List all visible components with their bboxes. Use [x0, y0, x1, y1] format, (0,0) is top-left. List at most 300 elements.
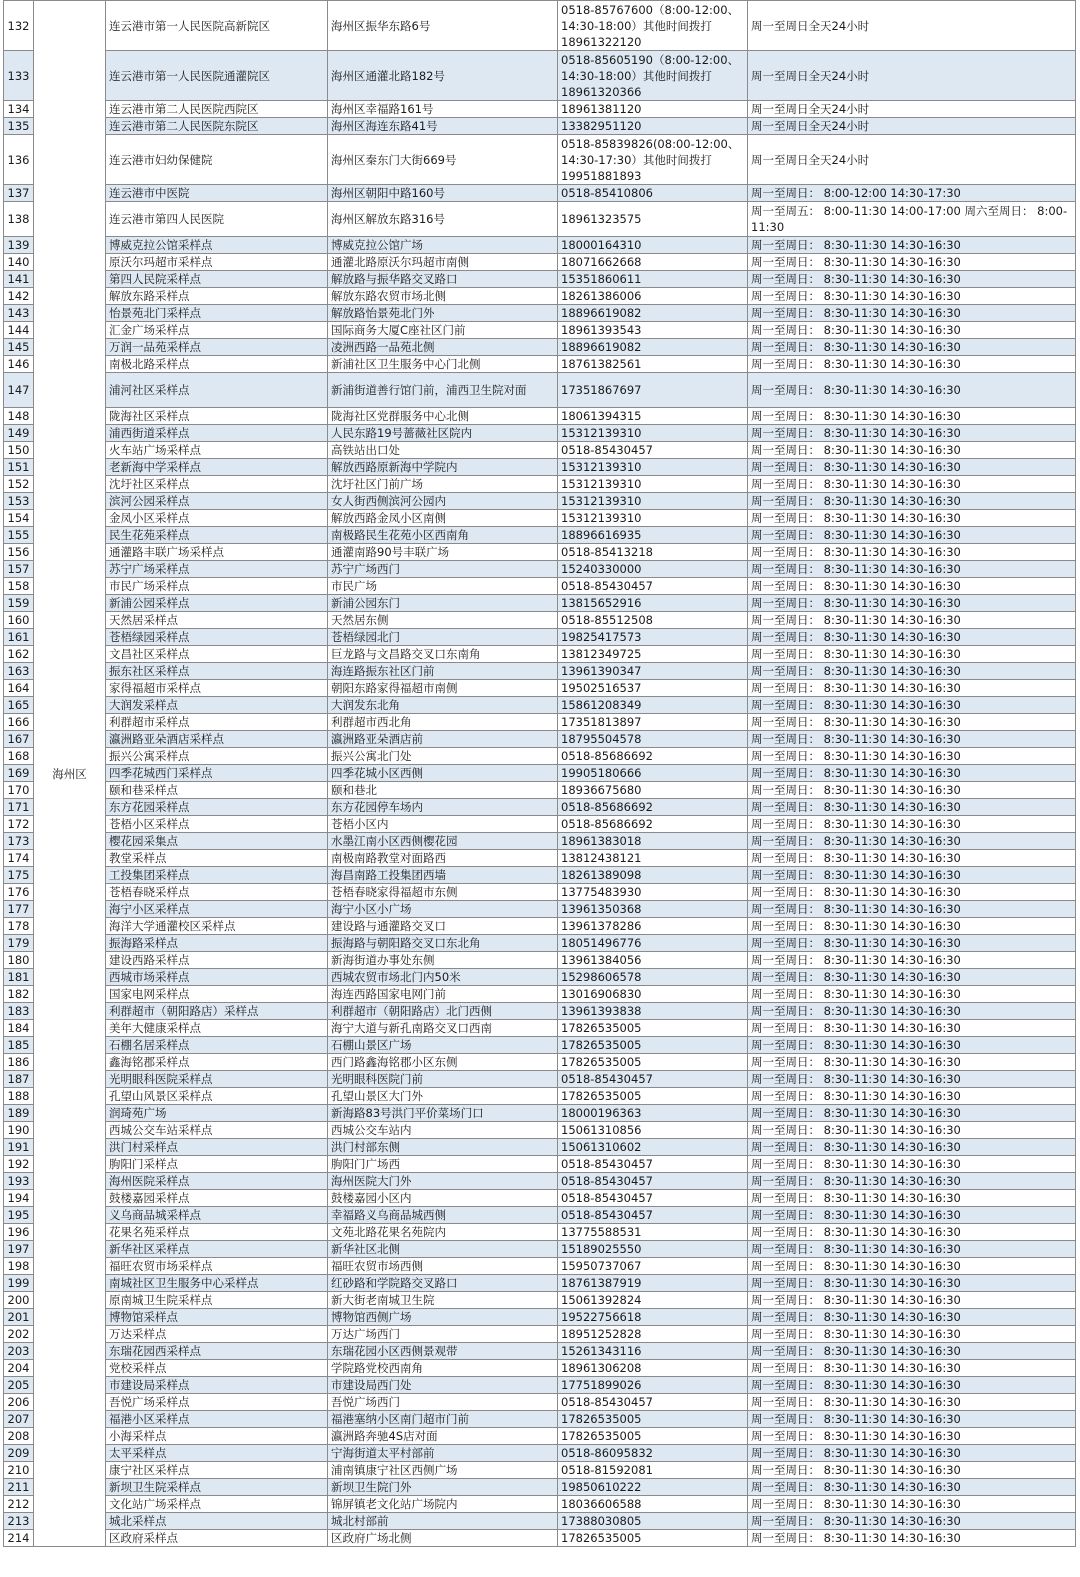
site-phone: 17826535005	[558, 1428, 748, 1445]
site-name: 第四人民院采样点	[106, 271, 328, 288]
table-row	[4, 1054, 1076, 1071]
site-name: 连云港市第二人民医院西院区	[106, 101, 328, 118]
site-address: 通灌南路90号丰联广场	[328, 544, 558, 561]
site-hours: 周一至周日： 8:30-11:30 14:30-16:30	[748, 1394, 1076, 1411]
table-row	[4, 1326, 1076, 1343]
row-number: 133	[4, 51, 34, 101]
site-hours: 周一至周日： 8:30-11:30 14:30-16:30	[748, 254, 1076, 271]
row-number: 185	[4, 1037, 34, 1054]
site-hours: 周一至周日： 8:30-11:30 14:30-16:30	[748, 1530, 1076, 1547]
site-address: 红砂路和学院路交叉路口	[328, 1275, 558, 1292]
site-hours: 周一至周日： 8:30-11:30 14:30-16:30	[748, 697, 1076, 714]
row-number: 176	[4, 884, 34, 901]
site-name: 美年大健康采样点	[106, 1020, 328, 1037]
table-row	[4, 202, 1076, 237]
site-hours: 周一至周日： 8:30-11:30 14:30-16:30	[748, 1139, 1076, 1156]
site-name: 南城社区卫生服务中心采样点	[106, 1275, 328, 1292]
site-address: 新浦公园东门	[328, 595, 558, 612]
site-address: 浦南镇康宁社区西侧广场	[328, 1462, 558, 1479]
site-name: 义乌商品城采样点	[106, 1207, 328, 1224]
table-row	[4, 629, 1076, 646]
site-hours: 周一至周日全天24小时	[748, 51, 1076, 101]
site-phone: 17351867697	[558, 373, 748, 408]
row-number: 158	[4, 578, 34, 595]
site-hours: 周一至周日： 8:30-11:30 14:30-16:30	[748, 799, 1076, 816]
table-row	[4, 118, 1076, 135]
row-number: 213	[4, 1513, 34, 1530]
table-row	[4, 1343, 1076, 1360]
site-address: 新浦街道善行馆门前，浦西卫生院对面	[328, 373, 558, 408]
site-phone: 15312139310	[558, 510, 748, 527]
row-number: 160	[4, 612, 34, 629]
site-hours: 周一至周日： 8:30-11:30 14:30-16:30	[748, 646, 1076, 663]
site-hours: 周一至周日： 8:30-11:30 14:30-16:30	[748, 1309, 1076, 1326]
row-number: 190	[4, 1122, 34, 1139]
table-row	[4, 697, 1076, 714]
row-number: 138	[4, 202, 34, 237]
site-phone: 0518-85430457	[558, 1173, 748, 1190]
site-phone: 18761387919	[558, 1275, 748, 1292]
site-hours: 周一至周日： 8:30-11:30 14:30-16:30	[748, 1377, 1076, 1394]
row-number: 141	[4, 271, 34, 288]
site-hours: 周一至周日： 8:30-11:30 14:30-16:30	[748, 493, 1076, 510]
site-name: 福港小区采样点	[106, 1411, 328, 1428]
site-address: 东方花园停车场内	[328, 799, 558, 816]
site-name: 老新海中学采样点	[106, 459, 328, 476]
site-phone: 0518-85430457	[558, 1394, 748, 1411]
site-address: 解放西路原新海中学院内	[328, 459, 558, 476]
site-address: 解放路怡景苑北门外	[328, 305, 558, 322]
site-phone: 17826535005	[558, 1088, 748, 1105]
row-number: 212	[4, 1496, 34, 1513]
site-name: 润琦苑广场	[106, 1105, 328, 1122]
table-row	[4, 867, 1076, 884]
table-row	[4, 1, 1076, 51]
site-hours: 周一至周日： 8:30-11:30 14:30-16:30	[748, 629, 1076, 646]
site-address: 沈圩社区门前广场	[328, 476, 558, 493]
site-name: 石棚名居采样点	[106, 1037, 328, 1054]
site-address: 万达广场西门	[328, 1326, 558, 1343]
table-row	[4, 1088, 1076, 1105]
site-address: 城北村部前	[328, 1513, 558, 1530]
site-name: 通灌路丰联广场采样点	[106, 544, 328, 561]
site-phone: 15298606578	[558, 969, 748, 986]
site-address: 海州区幸福路161号	[328, 101, 558, 118]
site-address: 福港塞纳小区南门超市门前	[328, 1411, 558, 1428]
site-address: 解放路与振华路交叉路口	[328, 271, 558, 288]
site-hours: 周一至周日： 8:30-11:30 14:30-16:30	[748, 595, 1076, 612]
site-hours: 周一至周日： 8:30-11:30 14:30-16:30	[748, 1411, 1076, 1428]
site-phone: 17751899026	[558, 1377, 748, 1394]
table-row	[4, 510, 1076, 527]
site-hours: 周一至周日： 8:30-11:30 14:30-16:30	[748, 884, 1076, 901]
table-row	[4, 1258, 1076, 1275]
site-hours: 周一至周日： 8:30-11:30 14:30-16:30	[748, 1224, 1076, 1241]
row-number: 159	[4, 595, 34, 612]
site-hours: 周一至周日： 8:30-11:30 14:30-16:30	[748, 1360, 1076, 1377]
site-name: 樱花园采集点	[106, 833, 328, 850]
site-phone: 0518-85767600（8:00-12:00、14:30-18:00）其他时间拨打18961322120	[558, 1, 748, 51]
district-cell: 海州区	[34, 1, 106, 1547]
site-name: 振东社区采样点	[106, 663, 328, 680]
site-address: 西门路鑫海铭郡小区东侧	[328, 1054, 558, 1071]
site-phone: 0518-85410806	[558, 185, 748, 202]
site-address: 人民东路19号蔷薇社区院内	[328, 425, 558, 442]
row-number: 145	[4, 339, 34, 356]
site-hours: 周一至周日： 8:30-11:30 14:30-16:30	[748, 459, 1076, 476]
row-number: 202	[4, 1326, 34, 1343]
sampling-sites-table	[3, 0, 1076, 1547]
site-hours: 周一至周日： 8:30-11:30 14:30-16:30	[748, 305, 1076, 322]
site-name: 利群超市（朝阳路店）采样点	[106, 1003, 328, 1020]
row-number: 174	[4, 850, 34, 867]
site-address: 颐和巷北	[328, 782, 558, 799]
row-number: 135	[4, 118, 34, 135]
site-phone: 15312139310	[558, 476, 748, 493]
site-hours: 周一至周日： 8:30-11:30 14:30-16:30	[748, 1054, 1076, 1071]
site-name: 颐和巷采样点	[106, 782, 328, 799]
site-name: 鼓楼嘉园采样点	[106, 1190, 328, 1207]
table-row	[4, 1377, 1076, 1394]
site-hours: 周一至周日： 8:30-11:30 14:30-16:30	[748, 1105, 1076, 1122]
site-address: 苍梧春晓家得福超市东侧	[328, 884, 558, 901]
site-hours: 周一至周日： 8:30-11:30 14:30-16:30	[748, 578, 1076, 595]
row-number: 151	[4, 459, 34, 476]
site-address: 海州区海连东路41号	[328, 118, 558, 135]
table-row	[4, 1207, 1076, 1224]
table-row	[4, 782, 1076, 799]
site-phone: 19825417573	[558, 629, 748, 646]
site-address: 天然居东侧	[328, 612, 558, 629]
row-number: 186	[4, 1054, 34, 1071]
site-address: 新浦社区卫生服务中心门北侧	[328, 356, 558, 373]
row-number: 183	[4, 1003, 34, 1020]
row-number: 156	[4, 544, 34, 561]
table-row	[4, 680, 1076, 697]
site-phone: 0518-85512508	[558, 612, 748, 629]
site-phone: 17388030805	[558, 1513, 748, 1530]
site-address: 大润发东北角	[328, 697, 558, 714]
site-name: 连云港市中医院	[106, 185, 328, 202]
site-name: 博威克拉公馆采样点	[106, 237, 328, 254]
site-hours: 周一至周日： 8:00-12:00 14:30-17:30	[748, 185, 1076, 202]
site-address: 朐阳门广场西	[328, 1156, 558, 1173]
site-hours: 周一至周日： 8:30-11:30 14:30-16:30	[748, 867, 1076, 884]
site-name: 浦西街道采样点	[106, 425, 328, 442]
site-address: 幸福路义乌商品城西侧	[328, 1207, 558, 1224]
table-row	[4, 935, 1076, 952]
site-address: 博物馆西侧广场	[328, 1309, 558, 1326]
site-hours: 周一至周日： 8:30-11:30 14:30-16:30	[748, 1122, 1076, 1139]
table-row	[4, 1394, 1076, 1411]
row-number: 136	[4, 135, 34, 185]
site-phone: 0518-85430457	[558, 1207, 748, 1224]
table-row	[4, 612, 1076, 629]
site-phone: 19502516537	[558, 680, 748, 697]
site-address: 振海路与朝阳路交叉口东北角	[328, 935, 558, 952]
site-phone: 17351813897	[558, 714, 748, 731]
row-number: 150	[4, 442, 34, 459]
site-hours: 周一至周日： 8:30-11:30 14:30-16:30	[748, 1088, 1076, 1105]
row-number: 184	[4, 1020, 34, 1037]
row-number: 134	[4, 101, 34, 118]
site-name: 苍梧春晓采样点	[106, 884, 328, 901]
row-number: 140	[4, 254, 34, 271]
site-name: 振海路采样点	[106, 935, 328, 952]
row-number: 152	[4, 476, 34, 493]
site-hours: 周一至周日： 8:30-11:30 14:30-16:30	[748, 1292, 1076, 1309]
site-phone: 18795504578	[558, 731, 748, 748]
row-number: 163	[4, 663, 34, 680]
table-row	[4, 408, 1076, 425]
site-phone: 0518-85605190（8:00-12:00、14:30-18:00）其他时间拨打18961320366	[558, 51, 748, 101]
site-name: 连云港市第一人民医院通灌院区	[106, 51, 328, 101]
row-number: 154	[4, 510, 34, 527]
table-row	[4, 595, 1076, 612]
site-name: 吾悦广场采样点	[106, 1394, 328, 1411]
site-name: 汇金广场采样点	[106, 322, 328, 339]
row-number: 180	[4, 952, 34, 969]
site-address: 市民广场	[328, 578, 558, 595]
site-name: 洪门村采样点	[106, 1139, 328, 1156]
site-hours: 周一至周日： 8:30-11:30 14:30-16:30	[748, 356, 1076, 373]
site-name: 浦河社区采样点	[106, 373, 328, 408]
site-name: 苏宁广场采样点	[106, 561, 328, 578]
table-row	[4, 833, 1076, 850]
table-row	[4, 561, 1076, 578]
site-address: 解放西路金凤小区南侧	[328, 510, 558, 527]
table-row	[4, 1462, 1076, 1479]
table-row	[4, 1224, 1076, 1241]
site-hours: 周一至周日： 8:30-11:30 14:30-16:30	[748, 714, 1076, 731]
site-name: 工投集团采样点	[106, 867, 328, 884]
site-phone: 18036606588	[558, 1496, 748, 1513]
row-number: 169	[4, 765, 34, 782]
row-number: 148	[4, 408, 34, 425]
site-name: 连云港市第四人民医院	[106, 202, 328, 237]
table-row	[4, 1445, 1076, 1462]
site-hours: 周一至周日： 8:30-11:30 14:30-16:30	[748, 986, 1076, 1003]
site-name: 振兴公寓采样点	[106, 748, 328, 765]
table-row	[4, 1003, 1076, 1020]
site-name: 花果名苑采样点	[106, 1224, 328, 1241]
site-hours: 周一至周日： 8:30-11:30 14:30-16:30	[748, 969, 1076, 986]
row-number: 206	[4, 1394, 34, 1411]
site-address: 国际商务大厦C座社区门前	[328, 322, 558, 339]
site-name: 博物馆采样点	[106, 1309, 328, 1326]
site-phone: 18936675680	[558, 782, 748, 799]
site-hours: 周一至周日： 8:30-11:30 14:30-16:30	[748, 1003, 1076, 1020]
row-number: 211	[4, 1479, 34, 1496]
site-name: 市建设局采样点	[106, 1377, 328, 1394]
site-phone: 13775483930	[558, 884, 748, 901]
row-number: 137	[4, 185, 34, 202]
site-hours: 周一至周日全天24小时	[748, 1, 1076, 51]
site-hours: 周一至周日： 8:30-11:30 14:30-16:30	[748, 288, 1076, 305]
site-address: 凌洲西路一品苑北侧	[328, 339, 558, 356]
site-address: 高铁站出口处	[328, 442, 558, 459]
site-phone: 19522756618	[558, 1309, 748, 1326]
site-hours: 周一至周日： 8:30-11:30 14:30-16:30	[748, 527, 1076, 544]
table-row	[4, 288, 1076, 305]
row-number: 171	[4, 799, 34, 816]
site-phone: 13382951120	[558, 118, 748, 135]
row-number: 139	[4, 237, 34, 254]
row-number: 155	[4, 527, 34, 544]
site-hours: 周一至周日： 8:30-11:30 14:30-16:30	[748, 765, 1076, 782]
table-row	[4, 356, 1076, 373]
site-hours: 周一至周日： 8:30-11:30 14:30-16:30	[748, 237, 1076, 254]
site-phone: 15240330000	[558, 561, 748, 578]
table-row	[4, 527, 1076, 544]
site-name: 原沃尔玛超市采样点	[106, 254, 328, 271]
site-hours: 周一至周日： 8:30-11:30 14:30-16:30	[748, 1020, 1076, 1037]
site-phone: 13812349725	[558, 646, 748, 663]
site-phone: 15861208349	[558, 697, 748, 714]
site-hours: 周一至周日： 8:30-11:30 14:30-16:30	[748, 1241, 1076, 1258]
site-hours: 周一至周日： 8:30-11:30 14:30-16:30	[748, 1258, 1076, 1275]
site-address: 瀛洲路亚朵酒店前	[328, 731, 558, 748]
site-name: 城北采样点	[106, 1513, 328, 1530]
table-row	[4, 969, 1076, 986]
row-number: 189	[4, 1105, 34, 1122]
table-row	[4, 918, 1076, 935]
row-number: 205	[4, 1377, 34, 1394]
site-phone: 0518-85430457	[558, 1071, 748, 1088]
site-hours: 周一至周日： 8:30-11:30 14:30-16:30	[748, 442, 1076, 459]
site-address: 四季花城小区西侧	[328, 765, 558, 782]
site-name: 朐阳门采样点	[106, 1156, 328, 1173]
table-row	[4, 1037, 1076, 1054]
site-name: 原南城卫生院采样点	[106, 1292, 328, 1309]
site-address: 海昌南路工投集团西墙	[328, 867, 558, 884]
site-phone: 18261389098	[558, 867, 748, 884]
site-name: 民生花苑采样点	[106, 527, 328, 544]
site-phone: 13815652916	[558, 595, 748, 612]
site-name: 区政府采样点	[106, 1530, 328, 1547]
site-phone: 0518-86095832	[558, 1445, 748, 1462]
row-number: 199	[4, 1275, 34, 1292]
site-name: 解放东路采样点	[106, 288, 328, 305]
site-hours: 周一至周日： 8:30-11:30 14:30-16:30	[748, 901, 1076, 918]
site-address: 利群超市西北角	[328, 714, 558, 731]
row-number: 197	[4, 1241, 34, 1258]
site-phone: 0518-85430457	[558, 1190, 748, 1207]
site-name: 连云港市第二人民医院东院区	[106, 118, 328, 135]
table-row	[4, 1479, 1076, 1496]
site-phone: 15312139310	[558, 493, 748, 510]
table-body	[4, 1, 1076, 1547]
site-address: 孔望山景区大门外	[328, 1088, 558, 1105]
site-address: 海连西路国家电网门前	[328, 986, 558, 1003]
table-row	[4, 748, 1076, 765]
site-address: 海州医院大门外	[328, 1173, 558, 1190]
table-row	[4, 425, 1076, 442]
site-address: 朝阳东路家得福超市南侧	[328, 680, 558, 697]
site-address: 文苑北路花果名苑院内	[328, 1224, 558, 1241]
site-hours: 周一至周日： 8:30-11:30 14:30-16:30	[748, 561, 1076, 578]
row-number: 196	[4, 1224, 34, 1241]
row-number: 179	[4, 935, 34, 952]
site-name: 西城公交车站采样点	[106, 1122, 328, 1139]
row-number: 167	[4, 731, 34, 748]
site-hours: 周一至周日： 8:30-11:30 14:30-16:30	[748, 663, 1076, 680]
row-number: 162	[4, 646, 34, 663]
site-name: 天然居采样点	[106, 612, 328, 629]
table-row	[4, 544, 1076, 561]
table-row	[4, 646, 1076, 663]
site-phone: 17826535005	[558, 1411, 748, 1428]
row-number: 187	[4, 1071, 34, 1088]
site-name: 大润发采样点	[106, 697, 328, 714]
site-hours: 周一至周日： 8:30-11:30 14:30-16:30	[748, 1037, 1076, 1054]
row-number: 198	[4, 1258, 34, 1275]
site-address: 女人街西侧滨河公园内	[328, 493, 558, 510]
site-phone: 18961306208	[558, 1360, 748, 1377]
site-address: 南极南路教堂对面路西	[328, 850, 558, 867]
row-number: 153	[4, 493, 34, 510]
row-number: 200	[4, 1292, 34, 1309]
table-row	[4, 459, 1076, 476]
row-number: 143	[4, 305, 34, 322]
site-address: 解放东路农贸市场北侧	[328, 288, 558, 305]
table-row	[4, 1241, 1076, 1258]
table-row	[4, 1513, 1076, 1530]
site-phone: 0518-85686692	[558, 816, 748, 833]
site-address: 苍梧小区内	[328, 816, 558, 833]
table-row	[4, 1275, 1076, 1292]
site-name: 金凤小区采样点	[106, 510, 328, 527]
site-address: 苍梧绿园北门	[328, 629, 558, 646]
table-row	[4, 1173, 1076, 1190]
site-phone: 18896619082	[558, 339, 748, 356]
row-number: 191	[4, 1139, 34, 1156]
site-phone: 18961323575	[558, 202, 748, 237]
table-row	[4, 1530, 1076, 1547]
table-row	[4, 51, 1076, 101]
site-phone: 18896619082	[558, 305, 748, 322]
row-number: 146	[4, 356, 34, 373]
row-number: 144	[4, 322, 34, 339]
row-number: 210	[4, 1462, 34, 1479]
site-name: 海州医院采样点	[106, 1173, 328, 1190]
row-number: 209	[4, 1445, 34, 1462]
site-hours: 周一至周日： 8:30-11:30 14:30-16:30	[748, 850, 1076, 867]
site-hours: 周一至周日： 8:30-11:30 14:30-16:30	[748, 935, 1076, 952]
site-hours: 周一至周五： 8:00-11:30 14:00-17:00 周六至周日： 8:00-11:30	[748, 202, 1076, 237]
site-phone: 17826535005	[558, 1054, 748, 1071]
site-address: 振兴公寓北门处	[328, 748, 558, 765]
row-number: 203	[4, 1343, 34, 1360]
row-number: 166	[4, 714, 34, 731]
site-address: 海州区朝阳中路160号	[328, 185, 558, 202]
site-name: 党校采样点	[106, 1360, 328, 1377]
table-row	[4, 901, 1076, 918]
site-phone: 13961350368	[558, 901, 748, 918]
site-phone: 18000164310	[558, 237, 748, 254]
site-address: 西城公交车站内	[328, 1122, 558, 1139]
table-row	[4, 850, 1076, 867]
site-phone: 18071662668	[558, 254, 748, 271]
site-name: 太平采样点	[106, 1445, 328, 1462]
site-address: 海宁大道与新孔南路交叉口西南	[328, 1020, 558, 1037]
row-number: 168	[4, 748, 34, 765]
table-row	[4, 1411, 1076, 1428]
site-phone: 15950737067	[558, 1258, 748, 1275]
site-name: 西城市场采样点	[106, 969, 328, 986]
site-phone: 17826535005	[558, 1037, 748, 1054]
site-phone: 13961378286	[558, 918, 748, 935]
